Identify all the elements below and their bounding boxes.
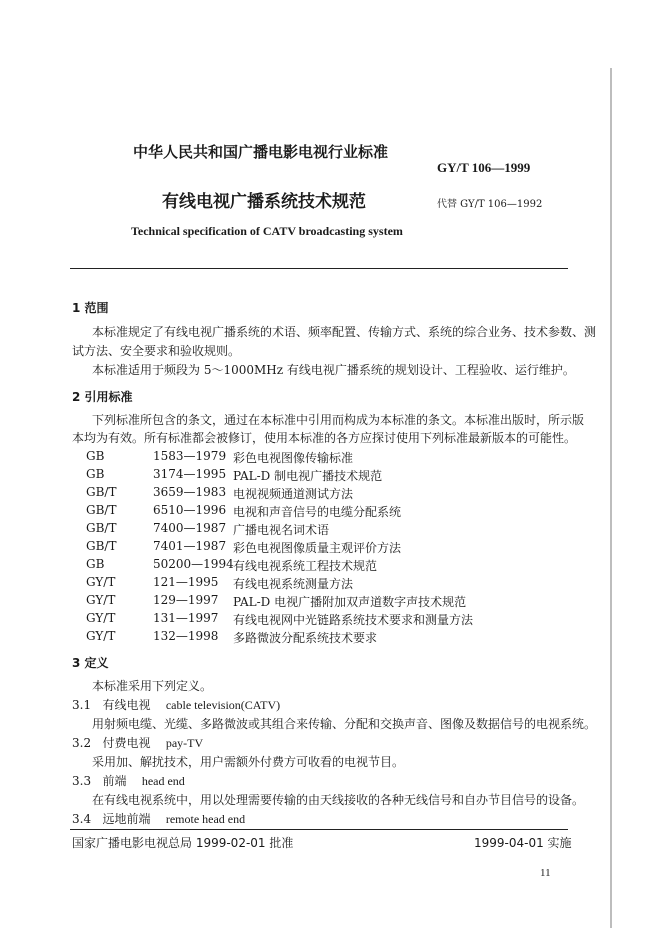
definition-term-line (72, 811, 245, 827)
section-3-heading: 3 定义 (72, 656, 109, 670)
standard-title: 彩色电视图像质量主观评价方法 (233, 541, 402, 555)
standard-number: 7400—1987 (153, 521, 227, 535)
standard-type: GY/T (86, 593, 116, 607)
definition-term: 有线电视 (102, 698, 151, 712)
standard-title: PAL-D 制电视广播技术规范 (233, 469, 383, 483)
definition-term-en: pay-TV (165, 736, 204, 750)
standard-number: 3659—1983 (153, 485, 227, 499)
standard-number: 1583—1979 (153, 449, 227, 463)
standard-code: GY/T 106—1999 (437, 160, 531, 175)
standard-number: 6510—1996 (153, 503, 227, 517)
effective-date: 1999-04-01 实施 (474, 836, 572, 850)
definition-number: 3.1 (72, 698, 92, 712)
definition-term: 远地前端 (102, 812, 151, 826)
standard-title: 电视视频通道测试方法 (233, 487, 354, 501)
section-2-heading: 2 引用标准 (72, 390, 133, 404)
document-title-en: Technical specification of CATV broadcasting system (131, 224, 403, 238)
scan-edge-line (610, 68, 612, 928)
standard-number: 129—1997 (153, 593, 219, 607)
standard-number: 131—1997 (153, 611, 219, 625)
standard-title: 彩色电视图像传输标准 (233, 451, 354, 465)
standard-title: 有线电视网中光链路系统技术要求和测量方法 (233, 613, 474, 627)
definition-description: 用射频电缆、光缆、多路微波或其组合来传输、分配和交换声音、图像及数据信号的电视系统。 (92, 717, 597, 731)
section-1-heading: 1 范围 (72, 301, 109, 315)
standard-title: PAL-D 电视广播附加双声道数字声技术规范 (233, 595, 467, 609)
definition-term-en: head end (141, 774, 185, 788)
definition-description: 在有线电视系统中，用以处理需要传输的由天线接收的各种无线信号和自办节目信号的设备。 (92, 793, 585, 807)
standard-type: GY/T (86, 575, 116, 589)
standard-category: 中华人民共和国广播电影电视行业标准 (133, 143, 389, 161)
document-title-cn: 有线电视广播系统技术规范 (162, 192, 366, 212)
standard-type: GB/T (86, 485, 117, 499)
header-divider (70, 268, 568, 269)
section-1-para-2: 本标准适用于频段为 5～1000MHz 有线电视广播系统的规划设计、工程验收、运行维护。 (92, 363, 575, 377)
standard-title: 多路微波分配系统技术要求 (233, 631, 378, 645)
section-1-para-1-line-2: 试方法、安全要求和验收规则。 (72, 344, 241, 358)
standard-title: 广播电视名词术语 (233, 523, 330, 537)
definition-description: 采用加、解扰技术，用户需额外付费方可收看的电视节目。 (92, 755, 405, 769)
standard-number: 3174—1995 (153, 467, 227, 481)
footer-divider (70, 829, 568, 830)
definition-term-line (72, 697, 280, 713)
standard-type: GB (86, 557, 105, 571)
standard-number: 50200—1994 (153, 557, 234, 571)
standard-title: 有线电视系统测量方法 (233, 577, 354, 591)
section-3-intro: 本标准采用下列定义。 (92, 679, 213, 693)
standard-title: 电视和声音信号的电缆分配系统 (233, 505, 402, 519)
definition-number: 3.3 (72, 774, 92, 788)
definition-term-line (72, 773, 185, 789)
standard-type: GY/T (86, 611, 116, 625)
standard-type: GB (86, 449, 105, 463)
definition-term: 前端 (102, 774, 127, 788)
standard-type: GB/T (86, 539, 117, 553)
standard-type: GB/T (86, 503, 117, 517)
definition-number: 3.2 (72, 736, 92, 750)
standard-title: 有线电视系统工程技术规范 (233, 559, 378, 573)
definition-term-en: remote head end (165, 812, 246, 826)
standard-number: 121—1995 (153, 575, 219, 589)
standard-number: 132—1998 (153, 629, 219, 643)
replaces-note: 代替 GY/T 106—1992 (437, 199, 543, 210)
standard-number: 7401—1987 (153, 539, 227, 553)
standard-type: GB (86, 467, 105, 481)
definition-term-en: cable television(CATV) (165, 698, 281, 712)
definition-number: 3.4 (72, 812, 92, 826)
definition-term-line (72, 735, 203, 751)
standard-type: GY/T (86, 629, 116, 643)
section-2-intro-line-2: 本均为有效。所有标准都会被修订，使用本标准的各方应探讨使用下列标准最新版本的可能性。 (72, 431, 577, 445)
definition-term: 付费电视 (102, 736, 151, 750)
section-1-para-1-line-1: 本标准规定了有线电视广播系统的术语、频率配置、传输方式、系统的综合业务、技术参数、测 (92, 325, 597, 339)
approval-note: 国家广播电影电视总局 1999-02-01 批准 (72, 836, 294, 850)
standard-type: GB/T (86, 521, 117, 535)
page-number: 11 (540, 867, 551, 879)
section-2-intro-line-1: 下列标准所包含的条文，通过在本标准中引用而构成为本标准的条文。本标准出版时，所示版 (92, 413, 585, 427)
